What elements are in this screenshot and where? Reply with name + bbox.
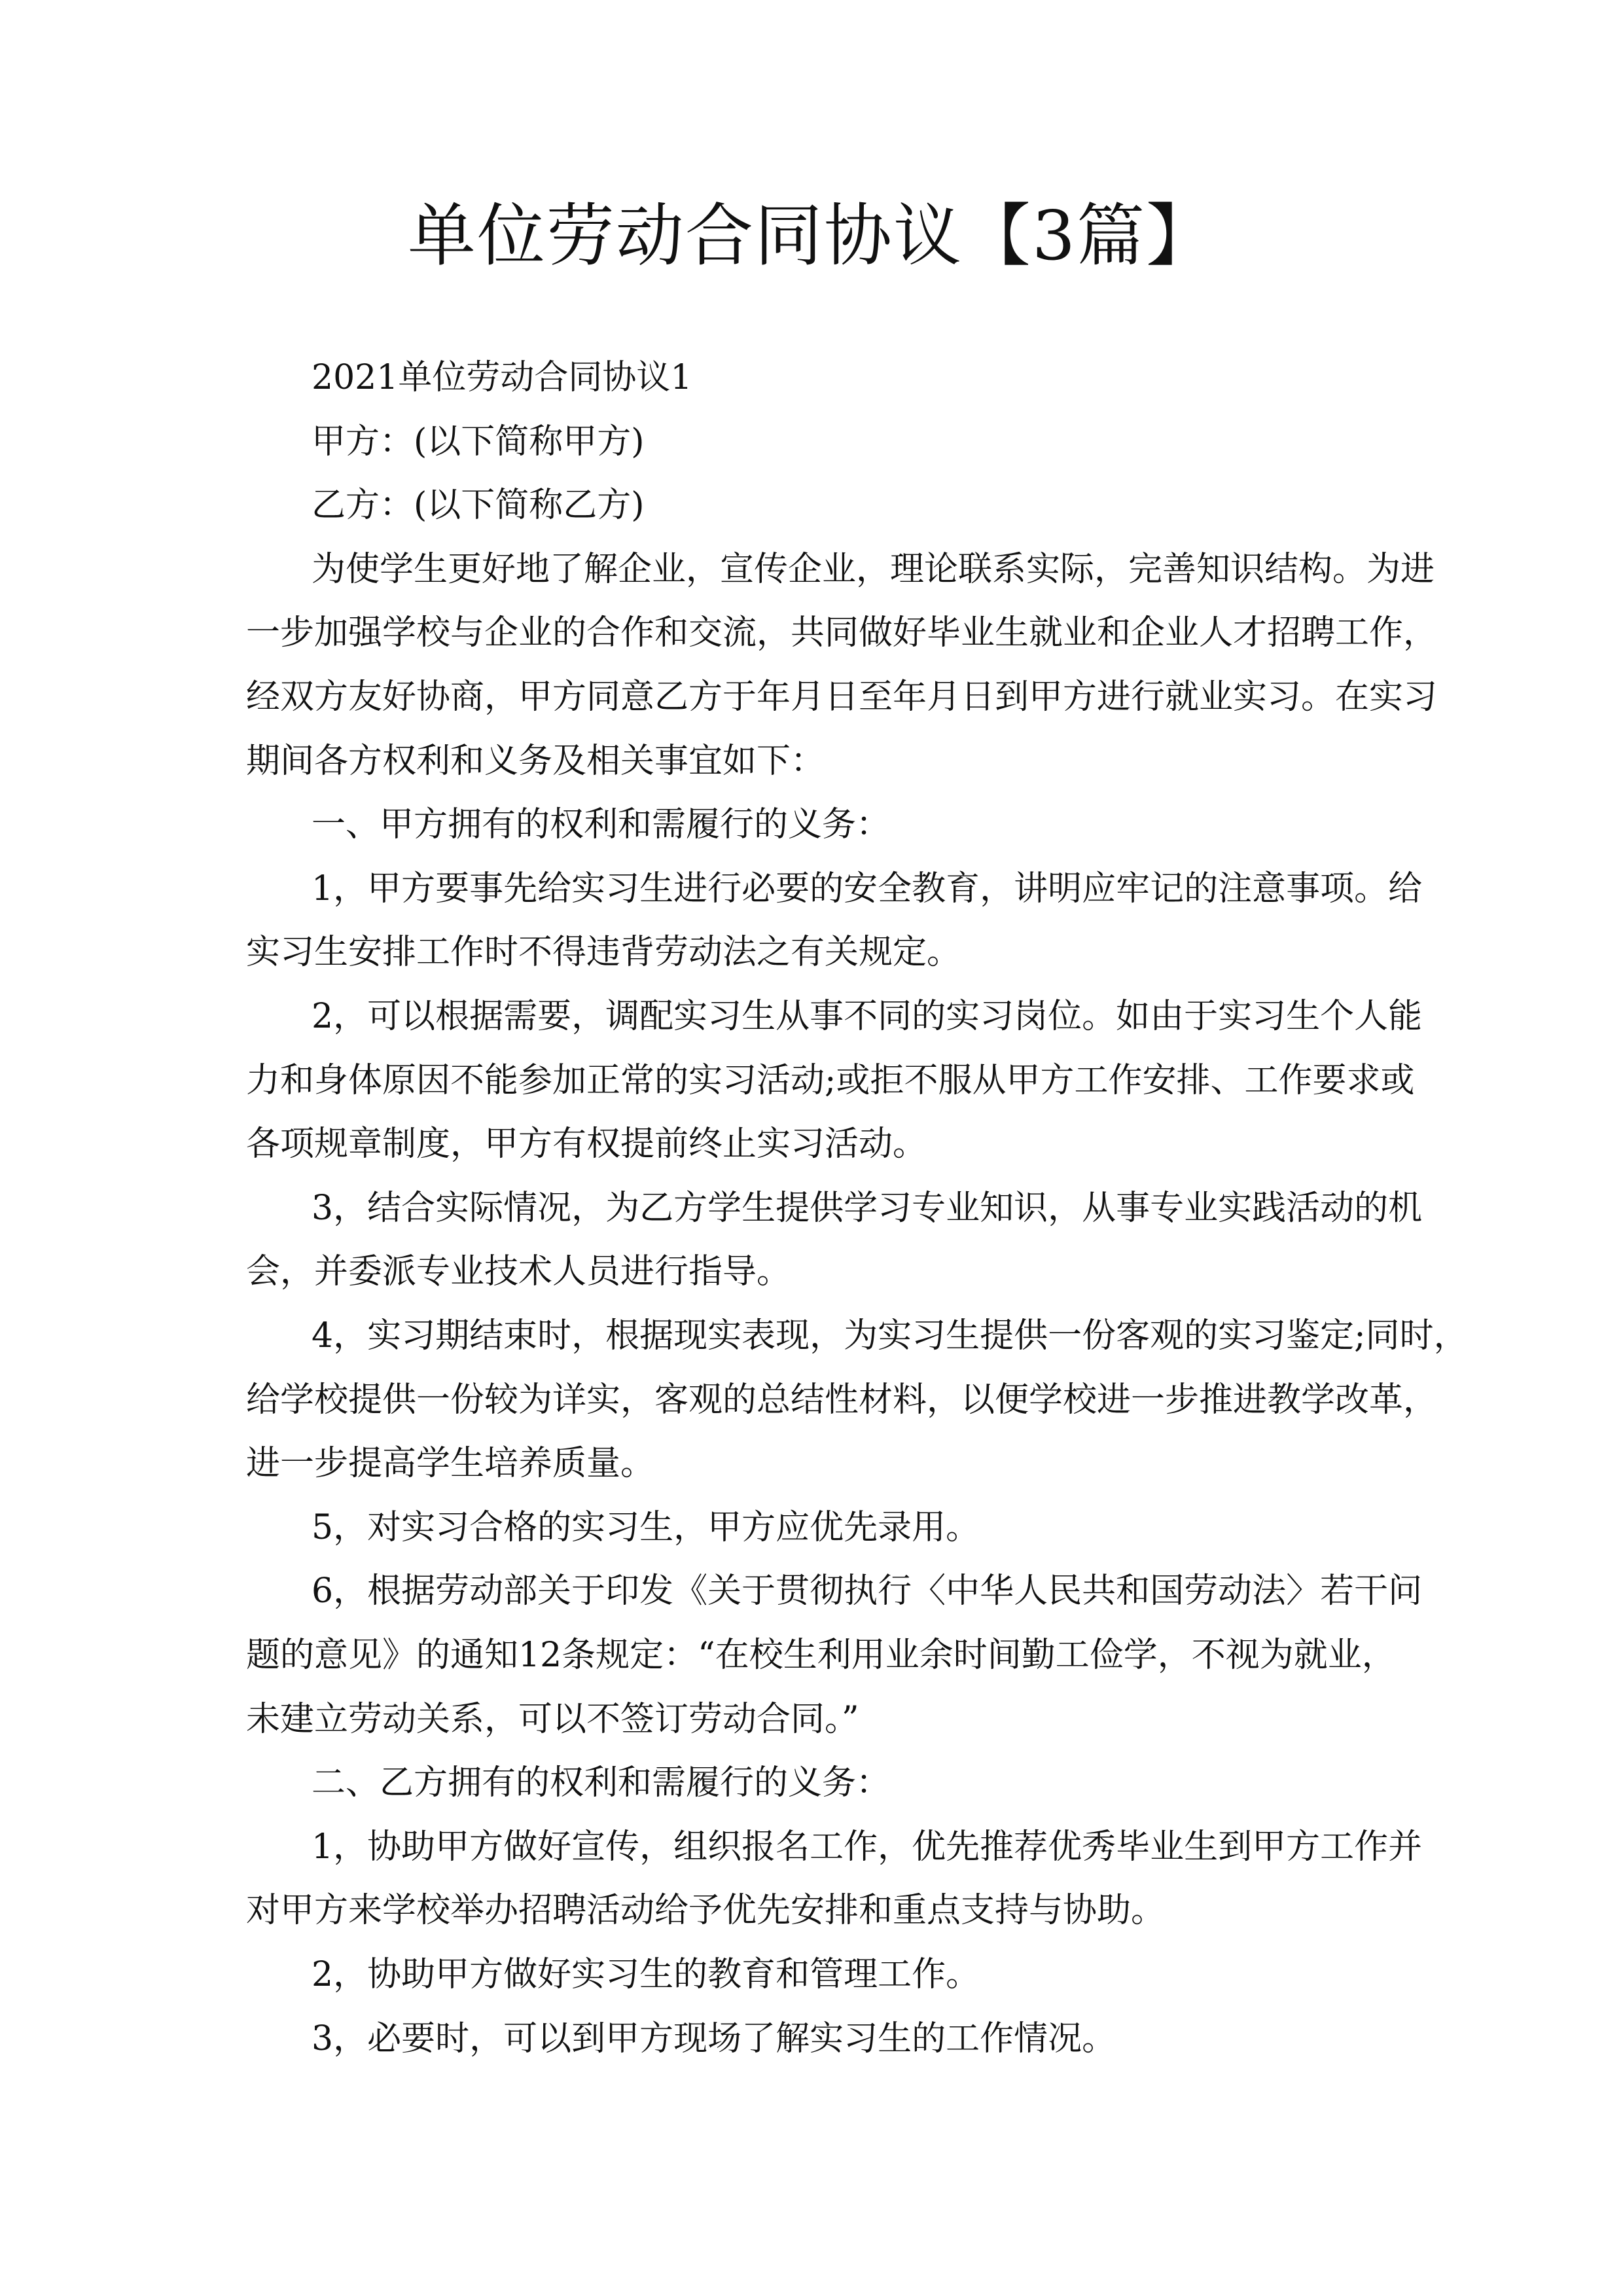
paragraph-line: 为使学生更好地了解企业，宣传企业，理论联系实际，完善知识结构。为进 (312, 549, 1435, 589)
paragraph-line: 2021单位劳动合同协议1 (312, 358, 692, 397)
paragraph-line: 给学校提供一份较为详实，客观的总结性材料，以便学校进一步推进教学改革， (246, 1380, 1438, 1420)
paragraph-line: 2，协助甲方做好实习生的教育和管理工作。 (312, 1955, 980, 1994)
paragraph-line: 3，必要时，可以到甲方现场了解实习生的工作情况。 (312, 2018, 1116, 2058)
paragraph-line: 经双方友好协商，甲方同意乙方于年月日至年月日到甲方进行就业实习。在实习 (246, 677, 1438, 717)
paragraph-line: 1，甲方要事先给实习生进行必要的安全教育，讲明应牢记的注意事项。给 (312, 869, 1423, 908)
paragraph-line: 3，结合实际情况，为乙方学生提供学习专业知识，从事专业实践活动的机 (312, 1188, 1423, 1228)
paragraph-line: 各项规章制度，甲方有权提前终止实习活动。 (246, 1124, 927, 1164)
paragraph-line: 5，对实习合格的实习生，甲方应优先录用。 (312, 1507, 980, 1547)
paragraph-line: 乙方：(以下简称乙方) (312, 486, 645, 526)
paragraph-line: 2，可以根据需要，调配实习生从事不同的实习岗位。如由于实习生个人能 (312, 997, 1423, 1036)
paragraph-line: 一步加强学校与企业的合作和交流，共同做好毕业生就业和企业人才招聘工作， (246, 613, 1438, 653)
paragraph-line: 1，协助甲方做好宣传，组织报名工作，优先推荐优秀毕业生到甲方工作并 (312, 1827, 1423, 1867)
paragraph-line: 二、乙方拥有的权利和需履行的义务： (312, 1763, 891, 1803)
paragraph-line: 会，并委派专业技术人员进行指导。 (246, 1252, 791, 1292)
paragraph-line: 进一步提高学生培养质量。 (246, 1444, 655, 1484)
paragraph-line: 对甲方来学校举办招聘活动给予优先安排和重点支持与协助。 (246, 1891, 1166, 1931)
paragraph-line: 甲方：(以下简称甲方) (312, 422, 645, 461)
paragraph-line: 期间各方权利和义务及相关事宜如下： (246, 741, 825, 781)
paragraph-line: 一、甲方拥有的权利和需履行的义务： (312, 805, 891, 845)
paragraph-line: 4，实习期结束时，根据现实表现，为实习生提供一份客观的实习鉴定;同时， (312, 1316, 1468, 1355)
paragraph-line: 力和身体原因不能参加正常的实习活动;或拒不服从甲方工作安排、工作要求或 (246, 1060, 1415, 1100)
paragraph-line: 未建立劳动关系，可以不签订劳动合同。” (246, 1699, 859, 1739)
paragraph-line: 题的意见》的通知12条规定：“在校生利用业余时间勤工俭学，不视为就业， (246, 1636, 1396, 1675)
document-title: 单位劳动合同协议【3篇】 (407, 196, 1216, 276)
paragraph-line: 6，根据劳动部关于印发《关于贯彻执行〈中华人民共和国劳动法〉若干问 (312, 1571, 1423, 1611)
paragraph-line: 实习生安排工作时不得违背劳动法之有关规定。 (246, 933, 961, 973)
